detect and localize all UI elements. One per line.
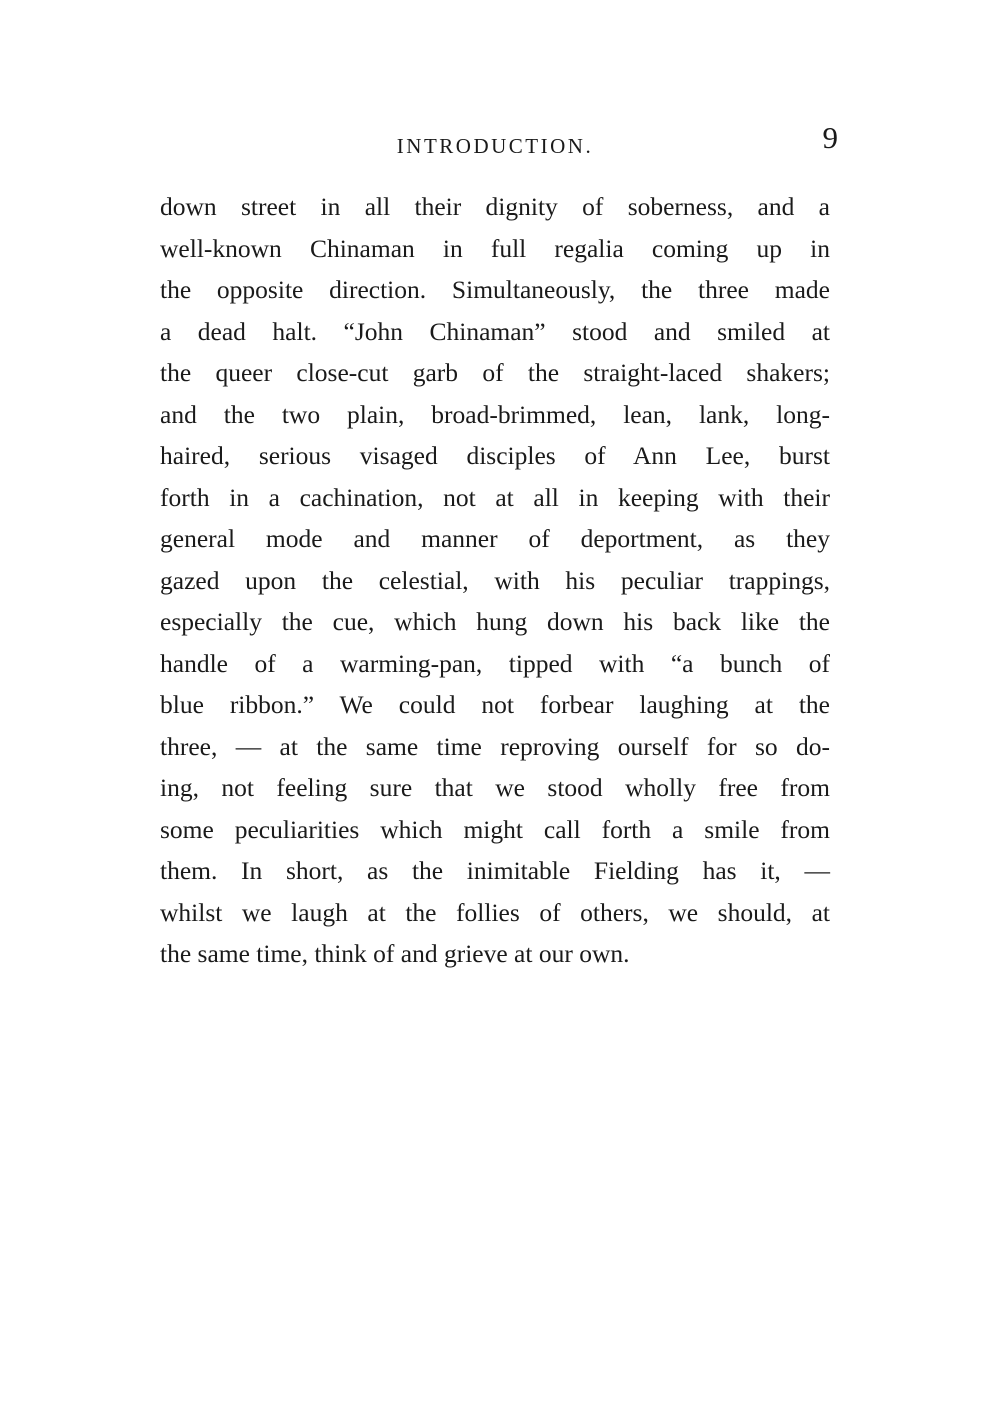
text-line: gazed upon the celestial, with his peculiar trappings, [160,565,830,595]
text-line: whilst we laugh at the follies of others, we should, at [160,897,830,927]
text-line: the queer close-cut garb of the straight-laced shakers; [160,358,830,387]
body-paragraph [160,186,830,975]
text-line: handle of a warming-pan, tipped with “a bunch of [160,648,830,678]
text-line: well-known Chinaman in full regalia coming up in [160,233,830,263]
text-line: forth in a cachination, not at all in keeping with their [160,482,830,512]
text-line: general mode and manner of deportment, as they [160,524,830,553]
text-line: three, — at the same time reproving ourself for so do- [160,731,830,761]
text-line: ing, not feeling sure that we stood wholly free from [160,773,830,802]
page-number: 9 [822,120,838,155]
text-line: a dead halt. “John Chinaman” stood and smiled at [160,316,830,346]
text-line: down street in all their dignity of soberness, and a [160,192,830,221]
text-line: them. In short, as the inimitable Fielding has it, — [160,856,830,885]
text-line: and the two plain, broad-brimmed, lean, lank, long- [160,399,830,429]
text-line: blue ribbon.” We could not forbear laughing at the [160,690,830,719]
text-line-last: the same time, think of and grieve at our own. [160,939,630,968]
text-line: the opposite direction. Simultaneously, the three made [160,275,830,304]
text-line: some peculiarities which might call forth a smile from [160,814,830,844]
text-line: especially the cue, which hung down his back like the [160,607,830,636]
text-line: haired, serious visaged disciples of Ann Lee, burst [160,441,830,470]
running-title: INTRODUCTION. [396,134,594,158]
running-head [160,120,838,166]
